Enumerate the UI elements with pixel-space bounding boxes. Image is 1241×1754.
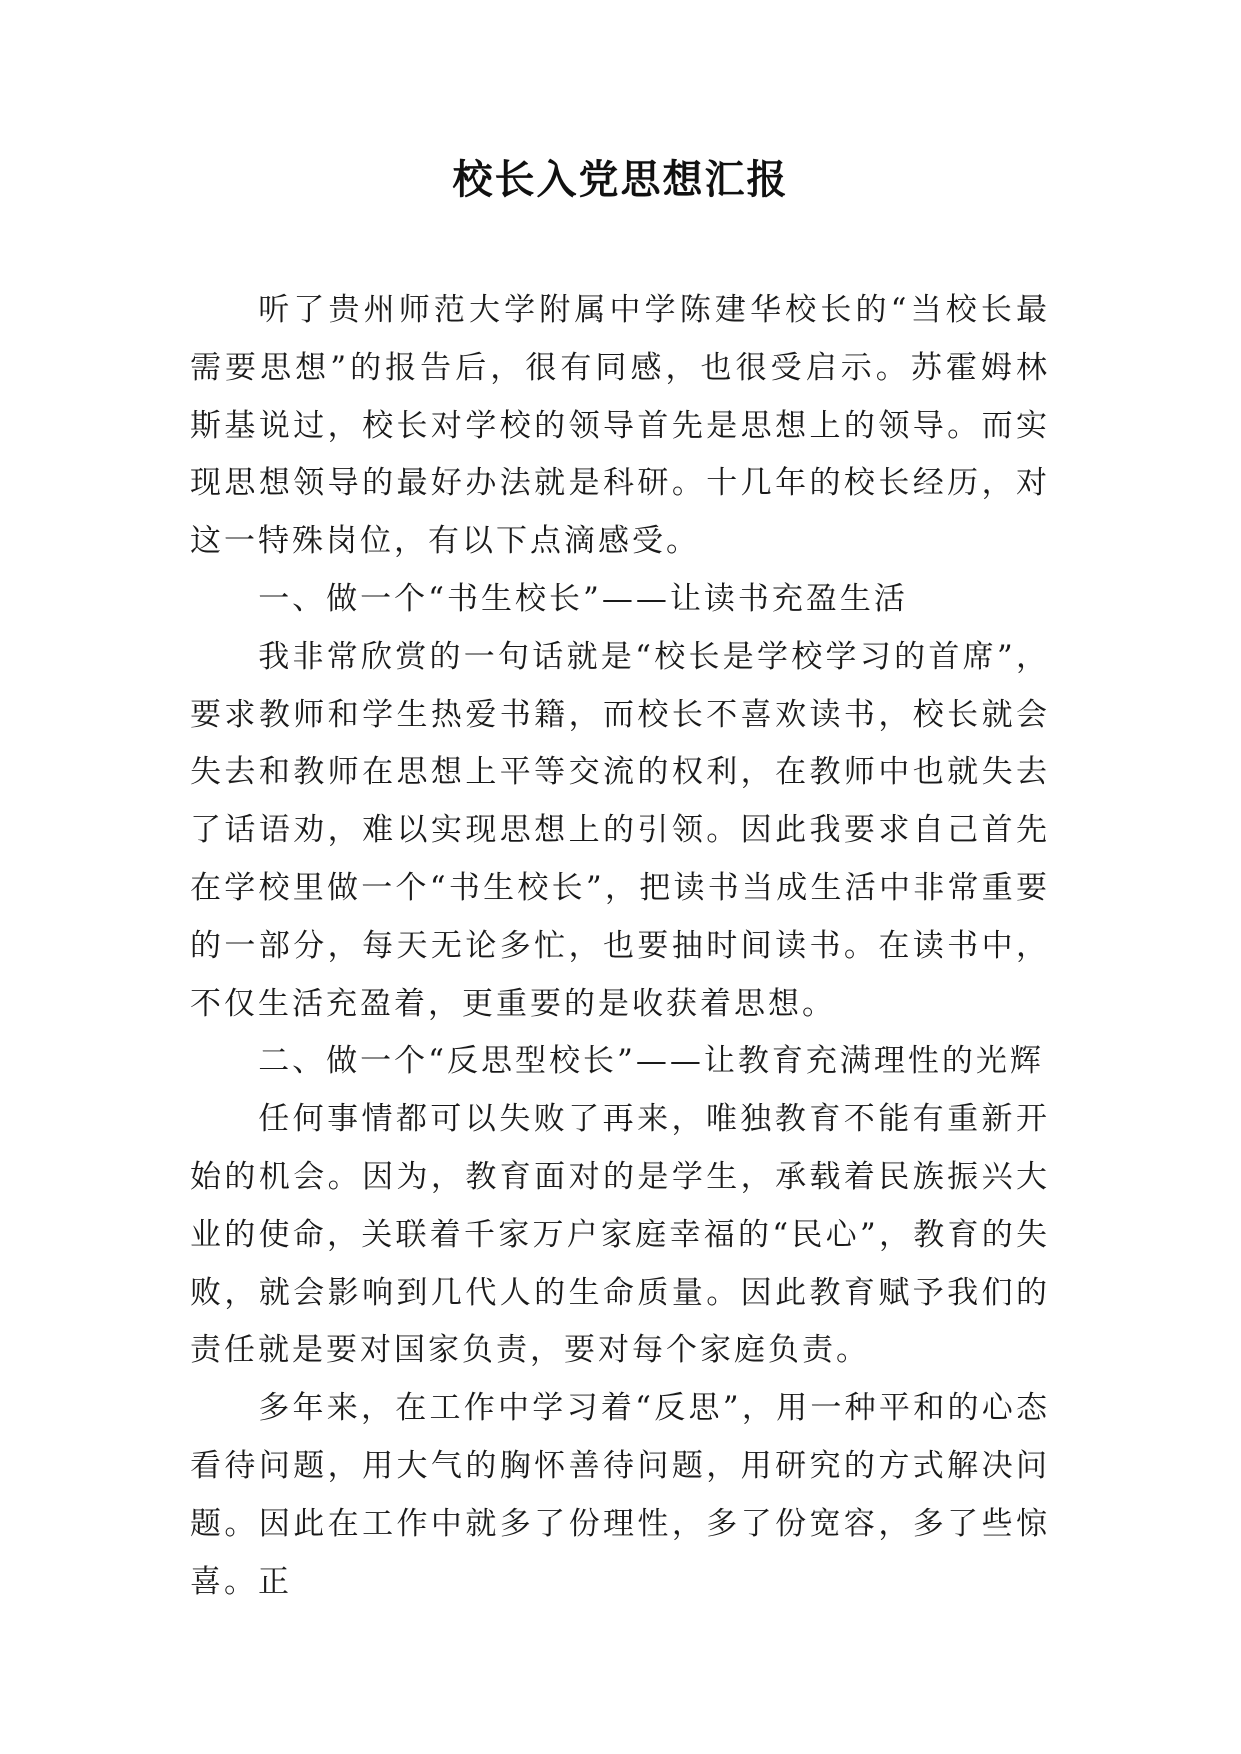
paragraph-section-1: 我非常欣赏的一句话就是“校长是学校学习的首席”，要求教师和学生热爱书籍，而校长不喜欢读书，校长就会失去和教师在思想上平等交流的权利，在教师中也就失去了话语劝，难以实现思想上的引领。因此我要求自己首先在学校里做一个“书生校长”，把读书当成生活中非常重要的一部分，每天无论多忙，也要抽时间读书。在读书中，不仅生活充盈着，更重要的是收获着思想。 — [190, 638, 1050, 1022]
document-title: 校长入党思想汇报 — [452, 156, 789, 203]
paragraph-section-2b: 多年来，在工作中学习着“反思”，用一种平和的心态看待问题，用大气的胸怀善待问题，用研究的方式解决问题。因此在工作中就多了份理性，多了份宽容，多了些惊喜。正 — [190, 1390, 1050, 1600]
section-heading-1: 一、做一个“书生校长”——让读书充盈生活 — [258, 580, 908, 617]
paragraph-section-2a: 任何事情都可以失败了再来，唯独教育不能有重新开始的机会。因为，教育面对的是学生，承载着民族振兴大业的使命，关联着千家万户家庭幸福的“民心”，教育的失败，就会影响到几代人的生命质量。因此教育赋予我们的责任就是要对国家负责，要对每个家庭负责。 — [190, 1101, 1050, 1369]
section-heading-2: 二、做一个“反思型校长”——让教育充满理性的光辉 — [258, 1043, 1044, 1080]
document-body — [190, 282, 1050, 1611]
paragraph-intro: 听了贵州师范大学附属中学陈建华校长的“当校长最需要思想”的报告后，很有同感，也很受启示。苏霍姆林斯基说过，校长对学校的领导首先是思想上的领导。而实现思想领导的最好办法就是科研。十几年的校长经历，对这一特殊岗位，有以下点滴感受。 — [190, 292, 1050, 560]
